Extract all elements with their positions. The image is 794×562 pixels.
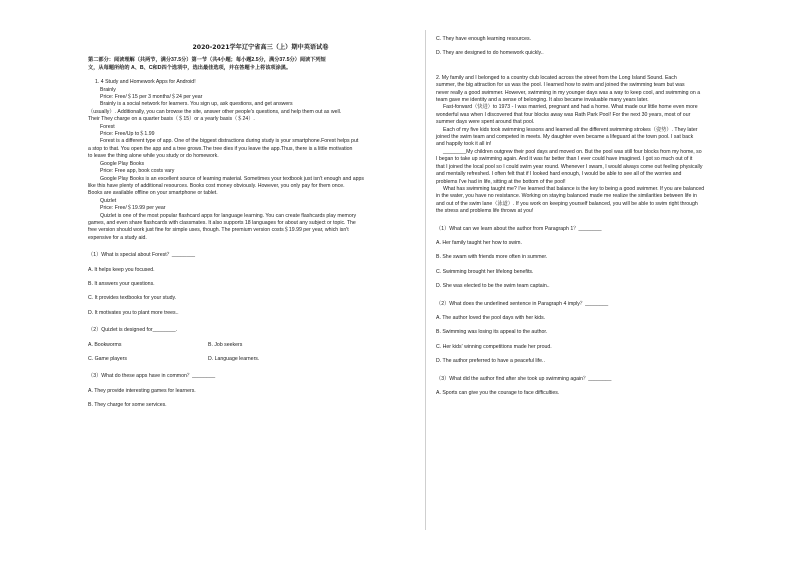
option-2-2-d: D. The author preferred to have a peaceful life.. — [436, 358, 545, 365]
passage-2-line: team gave me identity and a sense of belonging. It also became invaluable many years later. — [436, 97, 649, 104]
section-instructions-line-2: 文，从每题所给的 A、B、C和D四个选项中，选出最佳选项，并在答题卡上将该项涂黑。 — [88, 64, 292, 71]
app-desc-forest-2: a stop to that. You open the app and a tree grows.The tree dies if you leave the app.Thus, there is a little motivation — [88, 145, 353, 152]
options-row — [88, 356, 433, 363]
passage-2-line: 2. My family and I belonged to a country club located across the street from the Long Island Sound. Each — [436, 74, 677, 81]
app-desc-quizlet-3: free version should work just fine for simple uses, though. The premium version costs＄19.99 per year, which isn't — [88, 227, 349, 234]
option-1-1-c: C. It provides textbooks for your study. — [88, 295, 177, 302]
option-2-2-b: B. Swimming was losing its appeal to the author. — [436, 329, 548, 336]
question-1-3: （3）What do these apps have in common？________ — [88, 373, 216, 380]
option-2-2-a: A. The author loved the pool days with her kids. — [436, 314, 546, 321]
option-1-2-c: C. Game players — [88, 356, 127, 362]
app-desc-quizlet-2: games, and even share flashcards with classmates. It also supports 18 languages for about any subject or topic. The — [88, 219, 356, 226]
question-2-1: （1）What can we learn about the author from Paragraph 1？________ — [436, 225, 602, 232]
app-desc-quizlet-1: Quizlet is one of the most popular flashcard apps for language learning. You can create flashcards play memory — [100, 212, 357, 219]
app-desc-forest-1: Forest is a different type of app. One of the biggest distractions during study is your smartphone.Forest helps put — [100, 138, 359, 145]
option-1-2-d: D. Language learners. — [208, 356, 260, 362]
passage-2-line: problems I've had in life, sitting at the bottom of the pool! — [436, 178, 566, 185]
passage-2-line: that I joined the local pool so I could swim year round. Whenever I swam, I would always come out feeling physically — [436, 163, 703, 170]
option-2-1-d: D. She was elected to be the swim team captain.. — [436, 283, 550, 290]
option-2-3-a: A. Sports can give you the courage to face difficulties. — [436, 390, 560, 396]
option-1-3-a: A. They provide interesting games for learners. — [88, 387, 196, 394]
section-instructions-line-1: 第二部分：阅读理解（共两节，满分37.5分）第一节（共4小题；每小题2.5分，满分37.5分）阅读下列短 — [88, 57, 326, 64]
app-desc-forest-3: to leave the thing alone while you study or do homework. — [88, 153, 219, 160]
app-desc-brainly-1: Brainly is a social network for learners. You sign up, ask questions, and get answers — [100, 101, 293, 108]
option-1-2-a: A. Bookworms — [88, 341, 122, 348]
right-column — [436, 36, 781, 397]
option-1-3-d: D. They are designed to do homework quickly.. — [436, 50, 544, 57]
options-row — [88, 342, 433, 349]
app-price-forest: Price: Free/Up to＄1.99 — [100, 131, 155, 138]
passage-2-line: the stress and problems life throws at you! — [436, 208, 534, 215]
left-column — [88, 36, 433, 410]
app-desc-brainly-3: Their They charge on a quarter basis（＄15）or a yearly basis（＄24）. — [88, 116, 255, 123]
passage-2-line: and happily took it all in! — [436, 141, 492, 148]
question-1-1: （1）What is special about Forest？________ — [88, 252, 195, 259]
passage-2-line: Fast-forward（快进）to 1973 - I was married, pregnant and had a home. What made our little home even more — [443, 104, 698, 111]
app-desc-gpb-2: like this have plenty of additional resources. Books cost money obviously. However, you only pay for them once. — [88, 182, 345, 189]
passage-2-line: wonderful was when I discovered that four blocks away was Rath Park Pool! For the next 30 years, most of our — [436, 111, 691, 118]
passage-2-line: in the water, you have no resistance. Working on staying balanced made me realize the similarities between life in — [436, 193, 697, 200]
passage-2-line: I began to take up swimming again. And it was far better than I ever could have imagined. I got so much out of it — [436, 156, 693, 163]
app-name-google-play-books: Google Play Books — [100, 160, 145, 167]
question-2-2: （2）What does the underlined sentence in Paragraph 4 imply？________ — [436, 300, 609, 307]
option-1-1-a: A. It helps keep you focused. — [88, 266, 155, 273]
app-name-quizlet: Quizlet — [100, 197, 117, 204]
passage-2-line: summer days were spent around that pool. — [436, 119, 535, 126]
app-desc-gpb-3: Books are available offline on your smartphone or tablet. — [88, 190, 218, 197]
question-1-2: （2）Quizlet is designed for________. — [88, 327, 178, 334]
app-name-brainly: Brainly — [100, 86, 116, 93]
passage-2-underlined-line: ________My children outgrew their pool days and moved on. But the pool was still four blocks from my home, so — [443, 148, 702, 155]
passage-2-line: and mentally refreshed. I often felt that if I looked hard enough, I would be able to see all of the worries and — [436, 171, 682, 178]
option-1-1-d: D. It motivates you to plant more trees.. — [88, 309, 179, 316]
option-1-1-b: B. It answers your questions. — [88, 280, 155, 287]
passage-2-line: and out of the swim lane（泳道）. If you work on keeping yourself balanced, you will be able to swim right through — [436, 200, 698, 207]
passage-2-line: What has swimming taught me? I've learned that balance is the key to being a good swimmer. If you are balanced — [443, 185, 705, 192]
passage-2-line: Each of my five kids took swimming lessons and learned all the different swimming strokes（姿势）. They later — [443, 126, 698, 133]
option-2-2-c: C. Her kids' winning competitions made her proud. — [436, 343, 552, 350]
question-2-3: （3）What did the author find after she took up swimming again？________ — [436, 375, 612, 382]
app-price-google-play-books: Price: Free app, book costs vary — [100, 168, 175, 175]
passage-1-heading: 1. 4 Study and Homework Apps for Android! — [95, 79, 196, 86]
option-2-1-b: B. She swam with friends more often in summer. — [436, 254, 548, 261]
app-desc-quizlet-4: expensive for a study aid. — [88, 234, 147, 241]
app-price-quizlet: Price: Free/＄19.99 per year — [100, 205, 166, 212]
app-desc-gpb-1: Google Play Books is an excellent source of learning material. Sometimes your textbook just isn't enough and apps — [100, 175, 364, 182]
option-1-3-b: B. They charge for some services. — [88, 402, 167, 409]
exam-title: 2020-2021学年辽宁省高三（上）期中英语试卷 — [192, 44, 329, 51]
option-2-1-a: A. Her family taught her how to swim. — [436, 239, 522, 246]
passage-2-line: joined the swim team and competed in meets. My daughter even became a lifeguard at the town pool. I sat back — [436, 134, 694, 141]
passage-2-line: never really a good swimmer. However, swimming in my younger days was a way to keep cool, and swimming on a — [436, 89, 701, 96]
option-1-3-c: C. They have enough learning resources. — [436, 36, 532, 42]
option-2-1-c: C. Swimming brought her lifelong benefits. — [436, 268, 534, 275]
option-1-2-b: B. Job seekers — [208, 341, 243, 348]
app-price-brainly: Price: Free/＄15 per 3 months/＄24 per year — [100, 94, 203, 101]
app-name-forest: Forest — [100, 123, 115, 130]
app-desc-brainly-2: （usually）. Additionally, you can browse the site, answer other people's questions, and help them out as well. — [88, 108, 342, 115]
passage-2-line: summer, the big attraction for us was the pool. I learned how to swim and joined the swimming team but was — [436, 82, 685, 89]
